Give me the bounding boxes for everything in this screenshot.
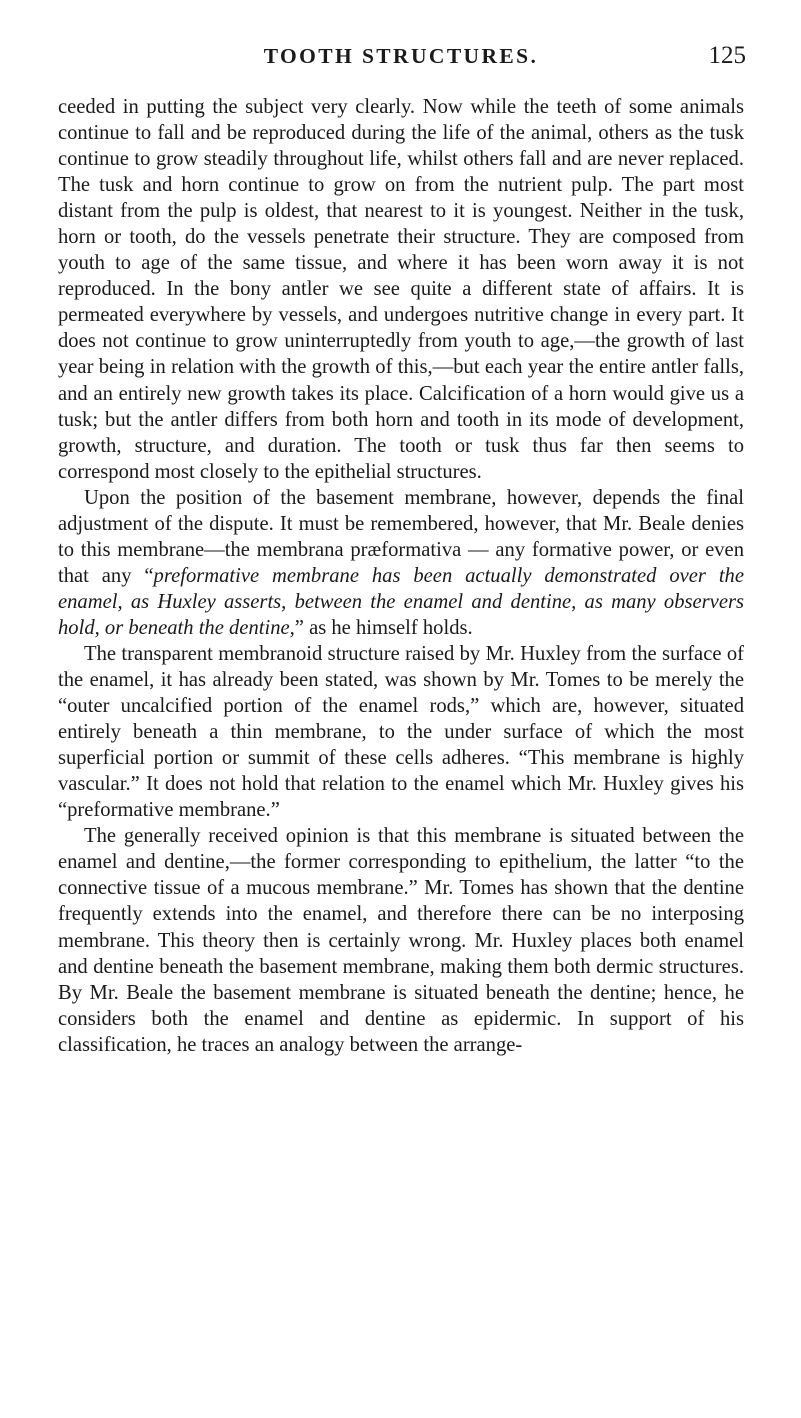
page-number: 125	[708, 42, 746, 69]
running-title: TOOTH STRUCTURES.	[263, 44, 539, 68]
paragraph: The generally received opinion is that this membrane is situated between the enamel and dentine,—the former corresponding to epithelium, the latter “to the connective tissue of a mucous membrane.” Mr. Tomes has shown that the dentine frequently extends into the enamel, and therefore there can be no interposing membrane. This theory then is certainly wrong. Mr. Huxley places both enamel and dentine beneath the basement membrane, making them both dermic structures. By Mr. Beale the basement membrane is situated beneath the dentine; hence, he considers both the enamel and dentine as epidermic. In support of his classification, he traces an analogy between the arrange-	[58, 825, 744, 1056]
paragraph-text: Upon the position of the basement membrane, however, depends the final adjustment of the dispute. It must be remembered, however, that Mr. Beale denies to this membrane—the membrana præformativa — any formative power, or even that any “	[58, 486, 744, 587]
paragraph	[58, 485, 744, 641]
paragraph: The transparent membranoid structure raised by Mr. Huxley from the surface of the enamel, it has already been stated, was shown by Mr. Tomes to be merely the “outer uncalcified portion of the enamel rods,” which are, however, situated entirely beneath a thin membrane, to the under surface of which the most superficial portion or summit of these cells adheres. “This membrane is highly vascular.” It does not hold that relation to the enamel which Mr. Huxley gives his “preformative membrane.”	[58, 642, 744, 822]
paragraph: ceeded in putting the subject very clearly. Now while the teeth of some animals continue to fall and be reproduced during the life of the animal, others as the tusk continue to grow steadily throughout life, whilst others fall and are never replaced. The tusk and horn continue to grow on from the nutrient pulp. The part most distant from the pulp is oldest, that nearest to it is youngest. Neither in the tusk, horn or tooth, do the vessels penetrate their structure. They are composed from youth to age of the same tissue, and where it has been worn away it is not reproduced. In the bony antler we see quite a different state of affairs. It is permeated everywhere by vessels, and undergoes nutritive change in every part. It does not continue to grow uninterruptedly from youth to age,—the growth of last year being in relation with the growth of this,—but each year the entire antler falls, and an entirely new growth takes its place. Calcification of a horn would give us a tusk; but the antler differs from both horn and tooth in its mode of development, growth, structure, and duration. The tooth or tusk thus far then seems to correspond most closely to the epithelial structures.	[58, 96, 744, 483]
paragraph-text: ” as he himself holds.	[294, 616, 473, 639]
body-text	[58, 94, 744, 1058]
italic-quotation: preformative membrane has been actually demonstrated over the enamel, as Huxley asserts, between the enamel and dentine, as many observers hold, or beneath the dentine,	[58, 564, 744, 639]
running-header	[58, 42, 744, 82]
